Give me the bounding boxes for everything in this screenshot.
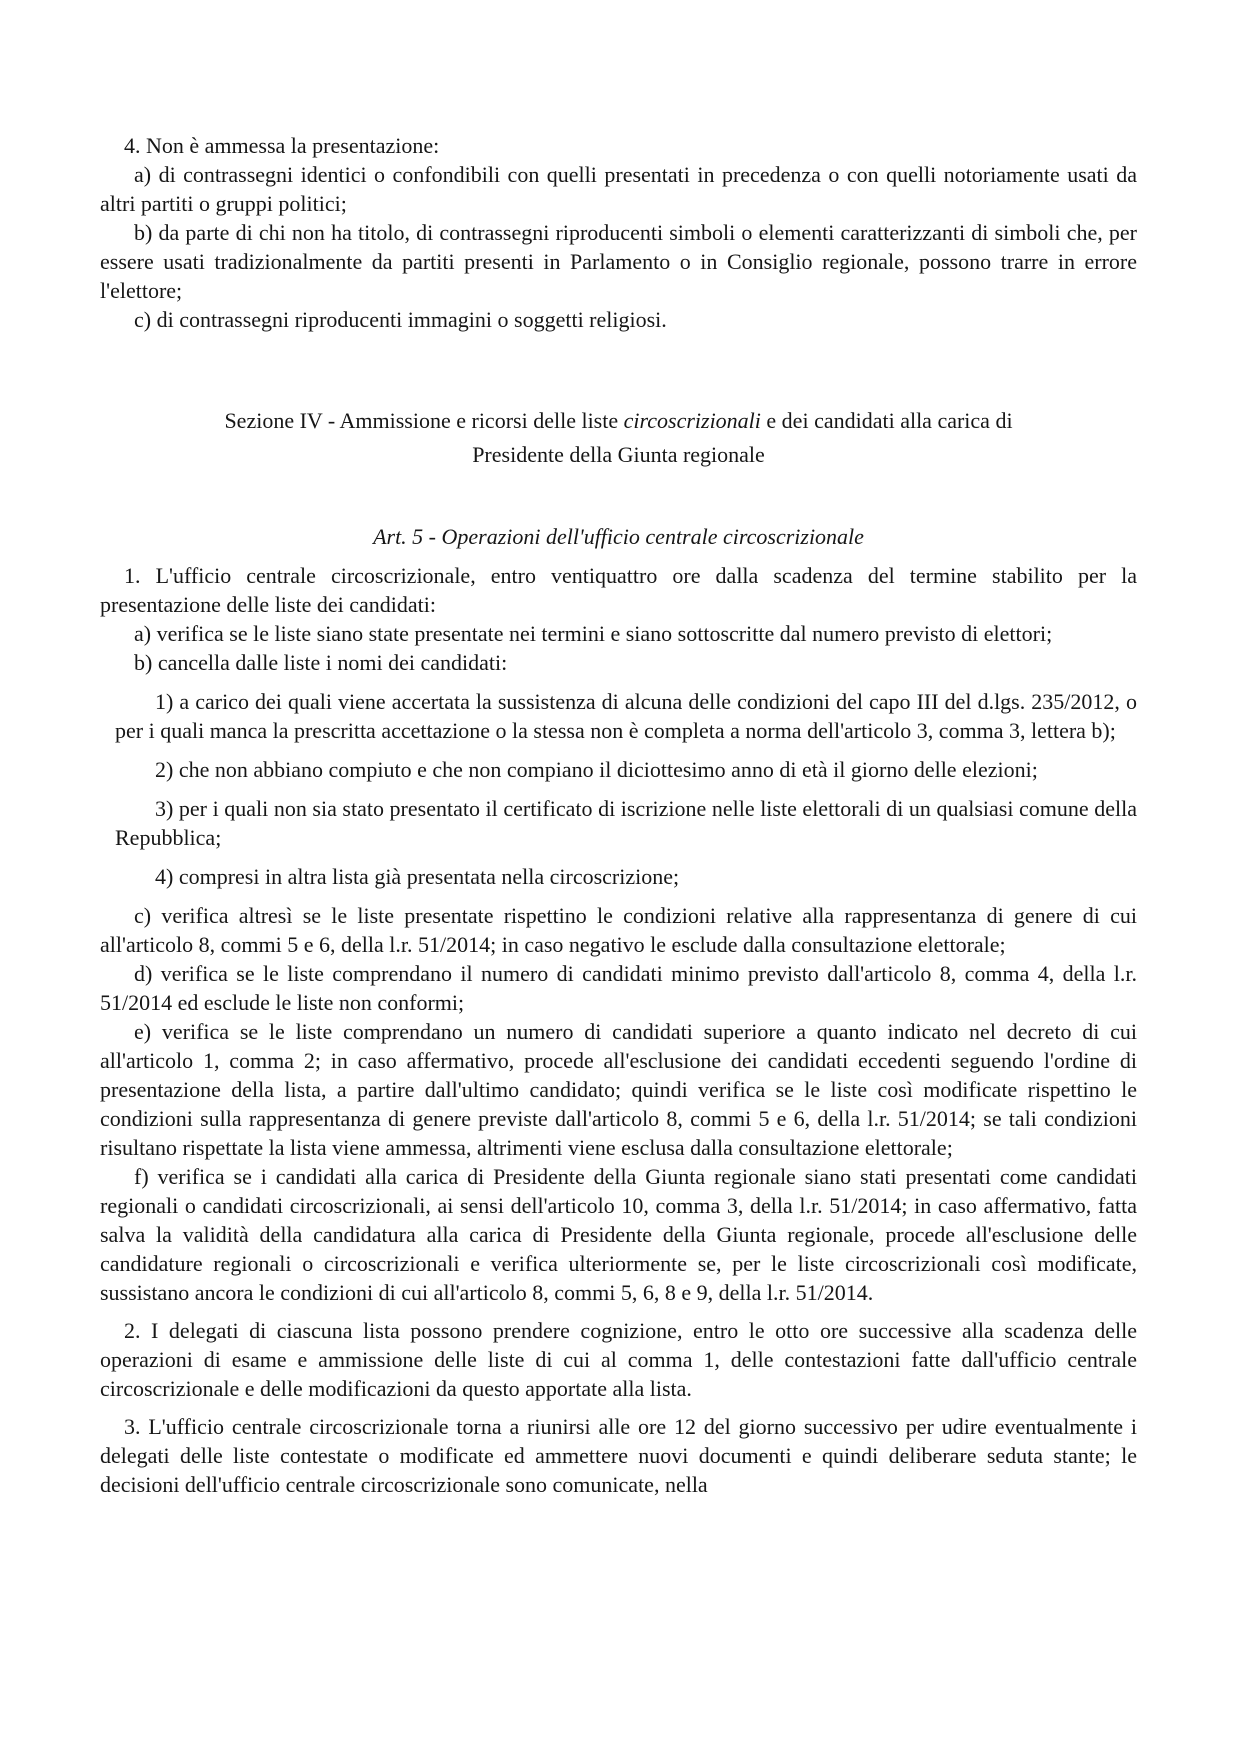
- paragraph-letter-item: b) da parte di chi non ha titolo, di contrassegni riproducenti simboli o elementi caratterizzanti di simboli che, per essere usati tradizionalmente da partiti presenti in Parlamento o in Consiglio regionale, possono trarre in errore l'elettore;: [100, 220, 1137, 303]
- paragraph-letter-item: f) verifica se i candidati alla carica di Presidente della Giunta regionale siano stati presentati come candidati regionali o candidati circoscrizionali, ai sensi dell'articolo 10, comma 3, della l.r. 51/2014; in caso affermativo, fatta salva la validità della candidatura alla carica di Presidente della Giunta regionale, procede all'esclusione delle candidature regionali o circoscrizionali e verifica ulteriormente se, per le liste circoscrizionali così modificate, sussistano ancora le condizioni di cui all'articolo 8, commi 5, 6, 8 e 9, della l.r. 51/2014.: [100, 1164, 1137, 1305]
- section-heading-text-after: e dei candidati alla carica di: [760, 408, 1013, 433]
- paragraph-letter-item: b) cancella dalle liste i nomi dei candidati:: [134, 650, 508, 675]
- paragraph-letter-item: c) di contrassegni riproducenti immagini o soggetti religiosi.: [134, 307, 667, 332]
- article-body: [100, 561, 1137, 1499]
- intro-paragraphs: [100, 131, 1137, 334]
- paragraph-sub-item: 2) che non abbiano compiuto e che non compiano il diciottesimo anno di età il giorno delle elezioni;: [155, 757, 1038, 782]
- paragraph-sub-item: 4) compresi in altra lista già presentata nella circoscrizione;: [155, 864, 680, 889]
- paragraph-comma: 1. L'ufficio centrale circoscrizionale, entro ventiquattro ore dalla scadenza del termine stabilito per la presentazione delle liste dei candidati:: [100, 563, 1137, 617]
- paragraph-letter-item: a) verifica se le liste siano state presentate nei termini e siano sottoscritte dal numero previsto di elettori;: [134, 621, 1053, 646]
- section-heading-text: Sezione IV - Ammissione e ricorsi delle liste: [224, 408, 624, 433]
- section-heading-line1: [224, 408, 1012, 433]
- paragraph-letter-item: e) verifica se le liste comprendano un numero di candidati superiore a quanto indicato nel decreto di cui all'articolo 1, comma 2; in caso affermativo, procede all'esclusione dei candidati eccedenti seguendo l'ordine di presentazione della lista, a partire dall'ultimo candidato; quindi verifica se le liste così modificate rispettino le condizioni sulla rappresentanza di genere previste dall'articolo 8, commi 5 e 6, della l.r. 51/2014; se tali condizioni risultano rispettate la lista viene ammessa, altrimenti viene esclusa dalla consultazione elettorale;: [100, 1019, 1137, 1160]
- paragraph-comma: 4. Non è ammessa la presentazione:: [124, 133, 440, 158]
- paragraph-letter-item: c) verifica altresì se le liste presentate rispettino le condizioni relative alla rappresentanza di genere di cui all'articolo 8, commi 5 e 6, della l.r. 51/2014; in caso negativo le esclude dalla consultazione elettorale;: [100, 903, 1137, 957]
- paragraph-sub-item: 1) a carico dei quali viene accertata la sussistenza di alcuna delle condizioni del capo III del d.lgs. 235/2012, o per i quali manca la prescritta accettazione o la stessa non è completa a norma dell'articolo 3, comma 3, lettera b);: [115, 689, 1137, 743]
- paragraph-letter-item: d) verifica se le liste comprendano il numero di candidati minimo previsto dall'articolo 8, comma 4, della l.r. 51/2014 ed esclude le liste non conformi;: [100, 961, 1137, 1015]
- section-heading-italic-term: circoscrizionali: [623, 408, 761, 433]
- paragraph-comma: 3. L'ufficio centrale circoscrizionale torna a riunirsi alle ore 12 del giorno successivo per udire eventualmente i delegati delle liste contestate o modificate ed ammettere nuovi documenti e quindi deliberare seduta stante; le decisioni dell'ufficio centrale circoscrizionale sono comunicate, nella: [100, 1414, 1137, 1497]
- section-heading-line2: Presidente della Giunta regionale: [472, 442, 765, 467]
- paragraph-letter-item: a) di contrassegni identici o confondibili con quelli presentati in precedenza o con quelli notoriamente usati da altri partiti o gruppi politici;: [100, 162, 1137, 216]
- section-heading: [100, 404, 1137, 472]
- article-heading: Art. 5 - Operazioni dell'ufficio centrale circoscrizionale: [373, 524, 864, 549]
- paragraph-sub-item: 3) per i quali non sia stato presentato il certificato di iscrizione nelle liste elettorali di un qualsiasi comune della Repubblica;: [115, 796, 1137, 850]
- paragraph-comma: 2. I delegati di ciascuna lista possono prendere cognizione, entro le otto ore successive alla scadenza delle operazioni di esame e ammissione delle liste di cui al comma 1, delle contestazioni fatte dall'ufficio centrale circoscrizionale e delle modificazioni da questo apportate alla lista.: [100, 1318, 1137, 1401]
